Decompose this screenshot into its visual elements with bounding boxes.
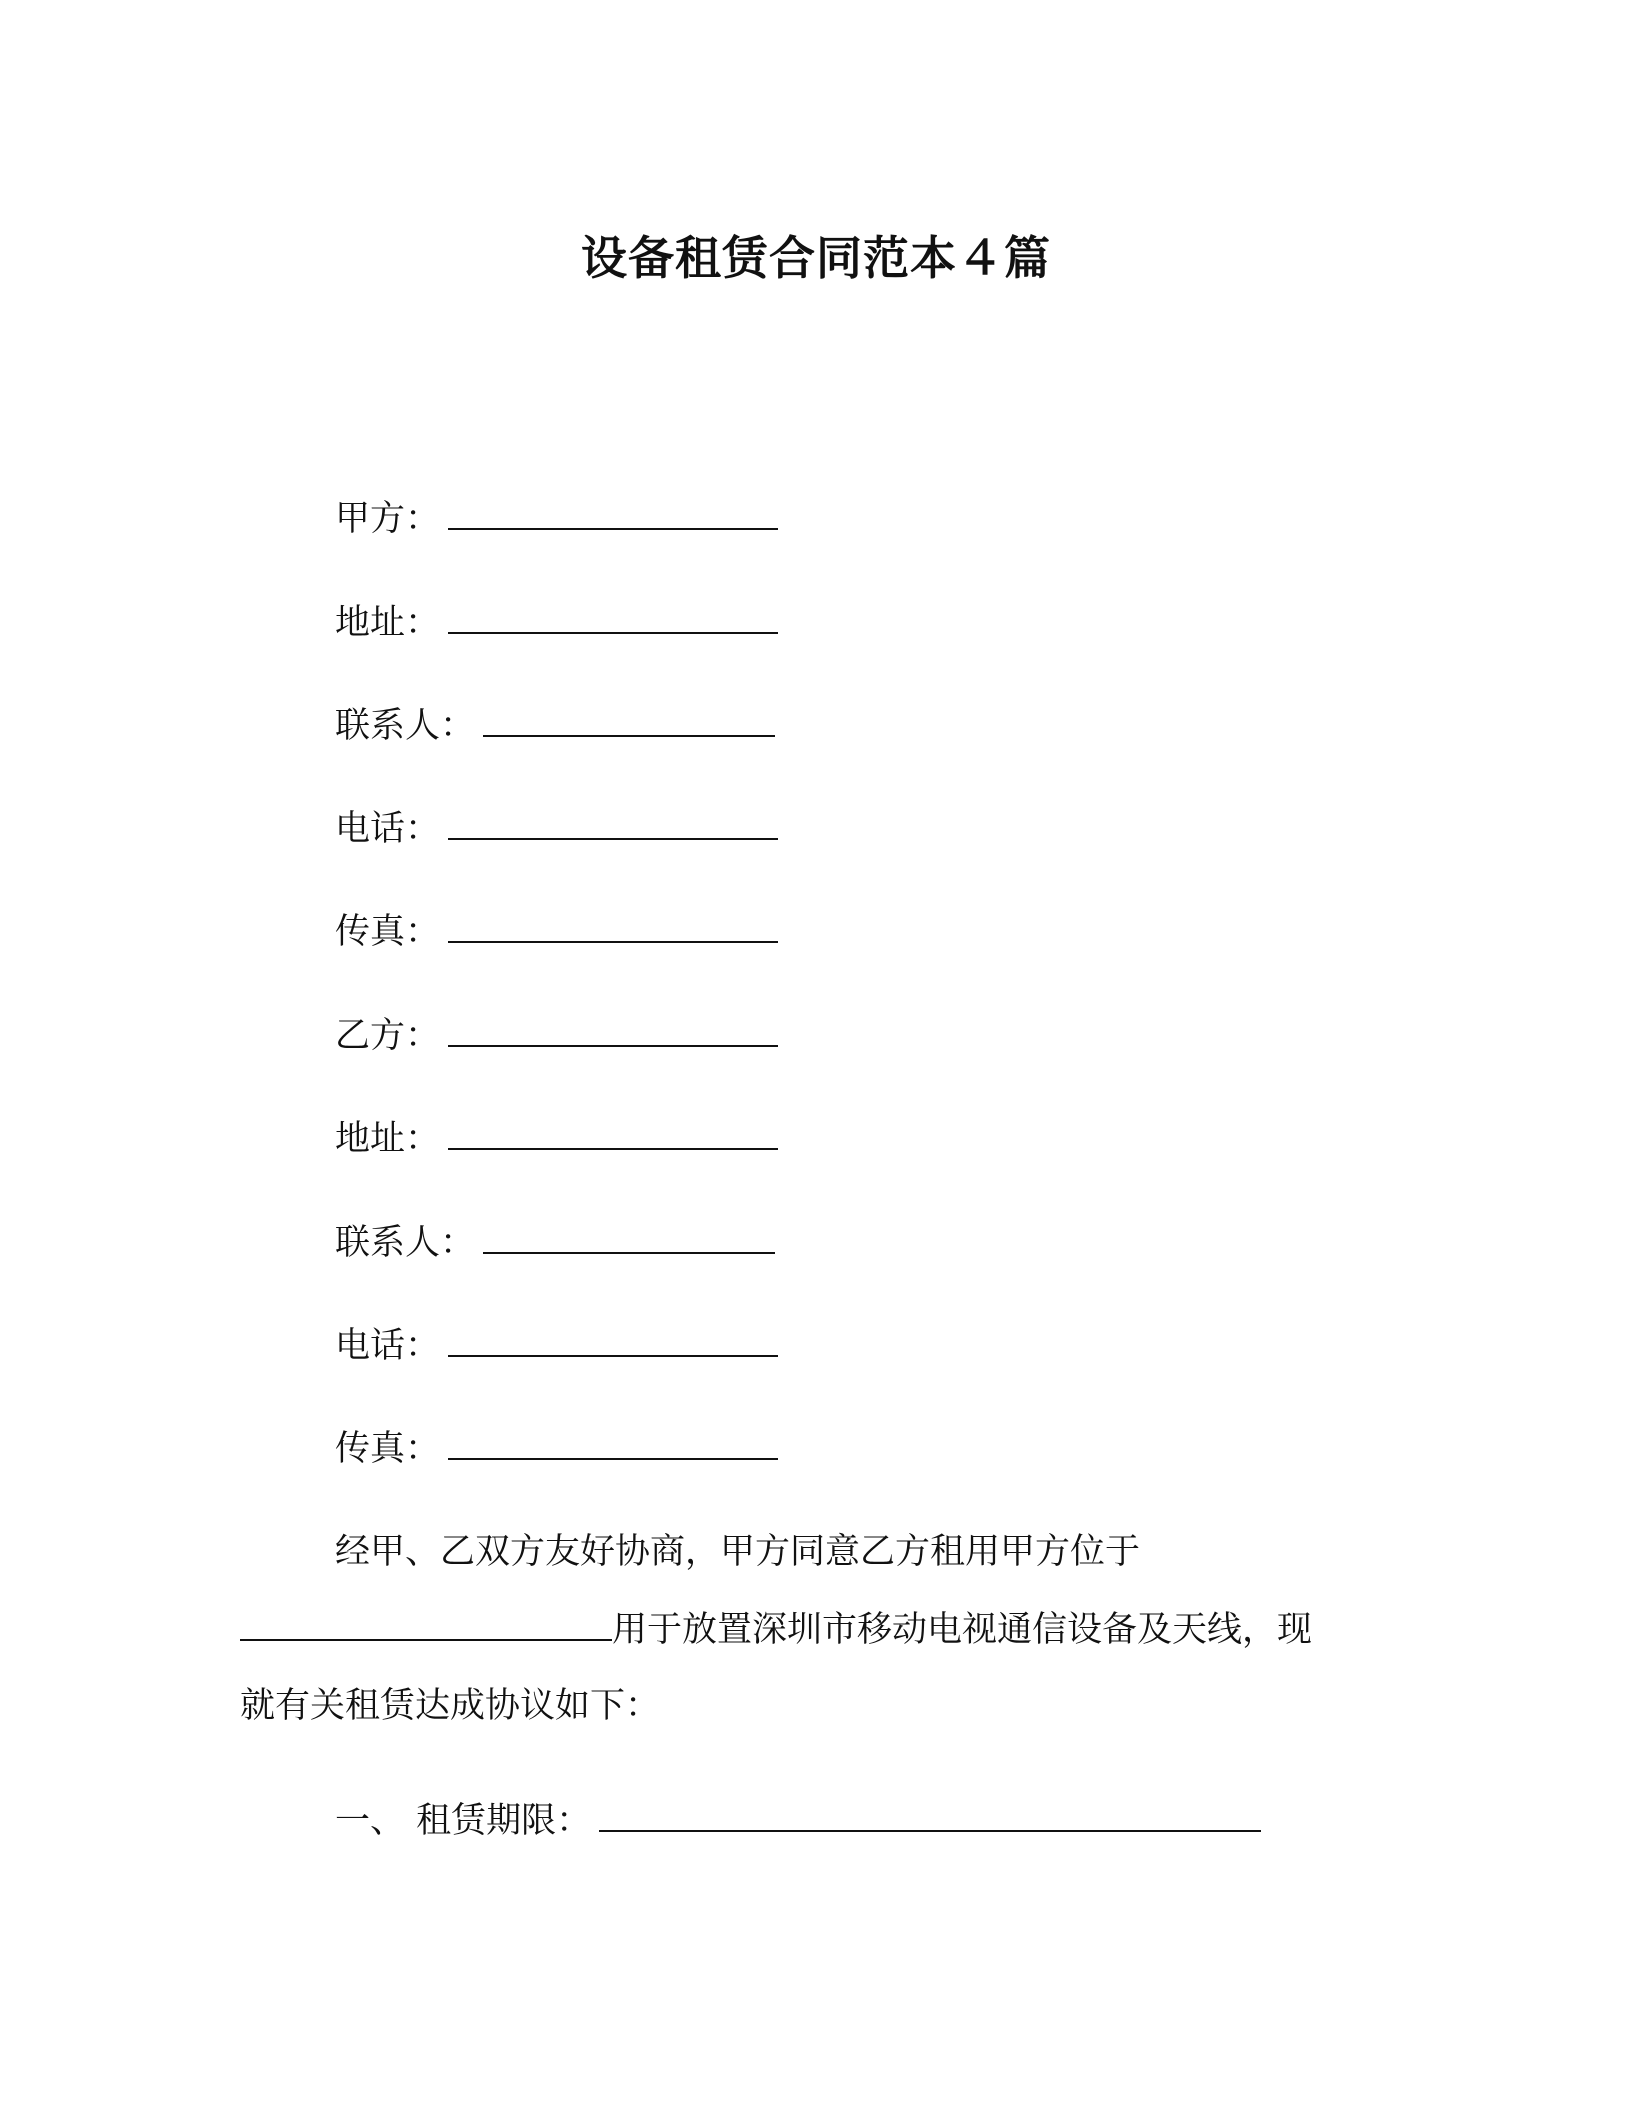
location-blank xyxy=(240,1609,612,1641)
intro-line-2 xyxy=(240,1609,1312,1650)
field-label: 联系人： xyxy=(335,706,476,746)
party-b-phone-field xyxy=(335,1325,778,1366)
intro-line-2-text: 用于放置深圳市移动电视通信设备及天线，现 xyxy=(612,1610,1313,1650)
party-b-fax-field xyxy=(335,1428,778,1469)
clause-1-lease-term xyxy=(335,1800,1261,1841)
fill-blank xyxy=(448,1118,778,1150)
field-label: 联系人： xyxy=(335,1223,476,1263)
intro-line-3: 就有关租赁达成协议如下： xyxy=(240,1686,661,1726)
party-a-phone-field xyxy=(335,808,778,849)
party-a-name-field xyxy=(335,498,778,539)
field-label: 地址： xyxy=(335,1119,441,1159)
party-a-address-field xyxy=(335,602,778,643)
fill-blank xyxy=(448,498,778,530)
field-label: 乙方： xyxy=(335,1016,441,1056)
field-label: 甲方： xyxy=(335,499,441,539)
party-b-contact-field xyxy=(335,1222,775,1263)
clause-1-label: 一、 租赁期限： xyxy=(335,1801,592,1841)
field-label: 电话： xyxy=(335,809,441,849)
party-b-name-field xyxy=(335,1015,778,1056)
party-a-contact-field xyxy=(335,705,775,746)
fill-blank xyxy=(483,705,775,737)
party-b-address-field xyxy=(335,1118,778,1159)
fill-blank xyxy=(448,808,778,840)
fill-blank xyxy=(448,1015,778,1047)
party-a-fax-field xyxy=(335,911,778,952)
fill-blank xyxy=(483,1222,775,1254)
document-title: 设备租赁合同范本４篇 xyxy=(581,231,1051,285)
field-label: 传真： xyxy=(335,1429,441,1469)
fill-blank xyxy=(599,1800,1261,1832)
fill-blank xyxy=(448,1428,778,1460)
field-label: 电话： xyxy=(335,1326,441,1366)
fill-blank xyxy=(448,911,778,943)
fill-blank xyxy=(448,1325,778,1357)
intro-line-1: 经甲、乙双方友好协商，甲方同意乙方租用甲方位于 xyxy=(335,1532,1141,1572)
field-label: 地址： xyxy=(335,603,441,643)
fill-blank xyxy=(448,602,778,634)
field-label: 传真： xyxy=(335,912,441,952)
